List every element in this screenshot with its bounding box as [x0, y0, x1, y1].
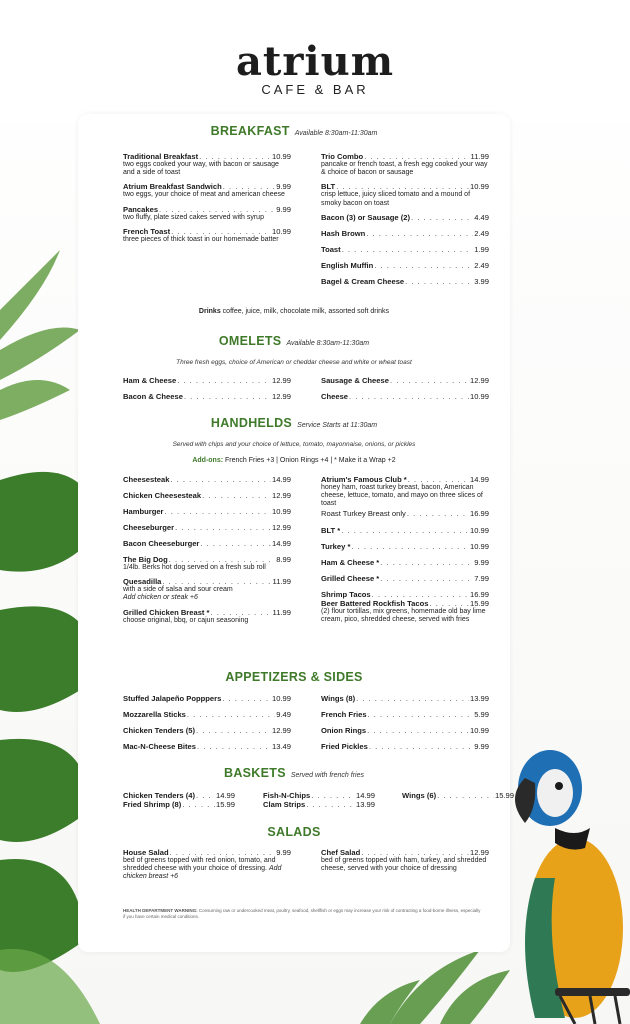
item-description: two eggs cooked your way, with bacon or sausage and a side of toast — [123, 161, 279, 177]
item-price: 12.99 — [271, 392, 291, 401]
salads-right-column — [321, 848, 489, 873]
item-price: 11.99 — [272, 607, 291, 617]
item-description: with a side of salsa and sour cream — [123, 586, 233, 594]
item-price: 9.99 — [276, 204, 291, 214]
item-name: Bacon & Cheese — [123, 392, 183, 401]
item-price: 11.99 — [272, 577, 291, 587]
menu-item — [321, 742, 489, 751]
menu-item — [321, 710, 489, 719]
item-name: Trio Combo — [321, 152, 364, 161]
handhelds-availability: Service Starts at 11:30am — [297, 422, 378, 429]
omelets-left-column — [123, 376, 291, 406]
item-name: Mac-N-Cheese Bites — [123, 742, 197, 751]
appetizers-heading: APPETIZERS & SIDES — [225, 670, 363, 684]
item-name: Atrium's Famous Club * — [321, 475, 407, 484]
item-price: 3.99 — [474, 276, 489, 286]
omelets-title — [78, 334, 510, 348]
item-name: BLT * — [321, 525, 341, 535]
item-description: honey ham, roast turkey breast, bacon, American cheese, lettuce, tomato, and mayo on three slices of toast — [321, 484, 483, 508]
breakfast-left-column — [123, 152, 291, 249]
drinks-text: coffee, juice, milk, chocolate milk, assorted soft drinks — [222, 308, 390, 315]
health-warning-label: HEALTH DEPARTMENT WARNING: — [123, 908, 198, 913]
item-name: Stuffed Jalapeño Popppers — [123, 694, 222, 703]
logo — [0, 40, 630, 97]
menu-item — [321, 726, 489, 735]
item-price: 9.99 — [276, 848, 291, 857]
menu-item — [123, 726, 291, 735]
drinks-label: Drinks — [198, 308, 221, 315]
item-description: two eggs, your choice of meat and american cheese — [123, 191, 285, 199]
item-name: Chicken Tenders (4) — [123, 791, 196, 800]
menu-item — [123, 742, 291, 751]
addons-line — [78, 457, 510, 464]
item-price: 12.99 — [469, 848, 489, 857]
handhelds-heading: HANDHELDS — [210, 416, 293, 430]
item-price: 13.49 — [271, 742, 291, 751]
item-name: House Salad — [123, 848, 169, 857]
omelets-right-column — [321, 376, 489, 406]
item-price: 10.99 — [271, 507, 291, 516]
item-price: 1.99 — [474, 244, 489, 254]
menu-item — [321, 526, 489, 535]
health-warning-text: Consuming raw or undercooked meat, poultry, seafood, shellfish or eggs may increase your risk of contracting a food-borne illness, especially if you have certain medical conditions. — [123, 908, 481, 919]
menu-item — [123, 523, 291, 532]
item-name: Beer Battered Rockfish Tacos — [321, 598, 429, 608]
item-price: 14.99 — [271, 539, 291, 548]
menu-item — [321, 542, 489, 551]
menu-item — [321, 475, 489, 518]
item-price: 2.49 — [474, 228, 489, 238]
header — [0, 0, 630, 122]
menu-item — [123, 491, 291, 500]
handhelds-title — [78, 416, 510, 430]
baskets-column-1 — [123, 791, 235, 809]
breakfast-availability: Available 8:30am-11:30am — [294, 130, 378, 137]
item-price: 4.49 — [474, 212, 489, 222]
item-addon-note: Add chicken breast +6 — [123, 865, 282, 881]
item-addon-note: Add chicken or steak +6 — [123, 594, 198, 602]
omelets-heading: OMELETS — [218, 334, 282, 348]
item-price: 10.99 — [271, 152, 291, 161]
item-price: 12.99 — [271, 376, 291, 385]
item-name: Cheese — [321, 392, 349, 401]
omelets-note: Three fresh eggs, choice of American or cheddar cheese and white or wheat toast — [176, 359, 412, 366]
menu-item — [321, 574, 489, 583]
breakfast-title — [78, 124, 510, 138]
menu-item — [321, 152, 489, 177]
baskets-title — [78, 766, 510, 780]
item-price: 14.99 — [215, 791, 235, 800]
baskets-heading: BASKETS — [224, 766, 286, 780]
menu-item — [123, 694, 291, 703]
item-name: Shrimp Tacos — [321, 589, 371, 599]
item-name: Bagel & Cream Cheese — [321, 276, 405, 286]
item-price: 14.99 — [271, 475, 291, 484]
salads-heading: SALADS — [267, 825, 321, 839]
addons-label: Add-ons: — [192, 457, 224, 464]
item-price: 14.99 — [469, 475, 489, 484]
item-description: (2) flour tortillas, mix greens, homemade old bay lime cream, pico, shredded cheese, served with fries — [321, 607, 486, 623]
item-price: 9.49 — [276, 710, 291, 719]
salads-left-column — [123, 848, 291, 882]
item-name: Pancakes — [123, 204, 159, 214]
menu-item — [321, 277, 489, 286]
item-name: Chicken Tenders (5) — [123, 726, 196, 735]
item-name: Fried Pickles — [321, 742, 368, 751]
item-name: Chef Salad — [321, 848, 361, 857]
item-name: Hash Brown — [321, 228, 366, 238]
item-description: bed of greens topped with ham, turkey, and shredded cheese, served with your choice of dressing — [321, 857, 487, 873]
menu-item — [321, 182, 489, 207]
item-name: Wings (8) — [321, 694, 356, 703]
item-name: Sausage & Cheese — [321, 376, 389, 385]
item-price: 8.99 — [276, 555, 291, 564]
omelets-availability: Available 8:30am-11:30am — [286, 340, 370, 347]
item-price: 11.99 — [470, 152, 489, 161]
item-name: Hamburger — [123, 507, 164, 516]
appetizers-title — [78, 670, 510, 684]
menu-item — [123, 608, 291, 625]
menu-item — [321, 599, 489, 624]
salads-title — [78, 825, 510, 839]
item-name: Toast — [321, 244, 341, 254]
item-name: Grilled Chicken Breast * — [123, 607, 210, 617]
item-name: English Muffin — [321, 260, 374, 270]
item-price: 9.99 — [474, 557, 489, 567]
item-price: 13.99 — [355, 800, 375, 809]
item-price: 9.99 — [474, 742, 489, 751]
item-description: 1/4lb. Berks hot dog served on a fresh sub roll — [123, 564, 266, 571]
menu-item — [321, 213, 489, 222]
menu-item — [123, 182, 291, 199]
item-name: French Fries — [321, 710, 367, 719]
item-name: Cheesesteak — [123, 475, 170, 484]
item-name: Ham & Cheese * — [321, 557, 380, 567]
item-subname: Roast Turkey Breast only — [321, 508, 406, 518]
menu-item — [321, 558, 489, 567]
handhelds-right-column — [321, 475, 489, 629]
item-name: Bacon Cheeseburger — [123, 539, 200, 548]
item-price: 12.99 — [271, 491, 291, 500]
item-price: 10.99 — [469, 392, 489, 401]
item-price: 15.99 — [469, 598, 489, 608]
menu-item — [321, 694, 489, 703]
health-warning — [123, 908, 483, 920]
item-description: pancake or french toast, a fresh egg cooked your way & choice of bacon or sausage — [321, 161, 488, 177]
menu-item — [321, 590, 489, 599]
breakfast-right-column — [321, 152, 489, 291]
item-price: 10.99 — [469, 525, 489, 535]
menu-item — [123, 227, 291, 244]
item-name: Bacon (3) or Sausage (2) — [321, 212, 411, 222]
item-name: Chicken Cheesesteak — [123, 491, 202, 500]
item-name: Ham & Cheese — [123, 376, 177, 385]
menu-item — [123, 475, 291, 484]
item-description: two fluffy, plate sized cakes served with syrup — [123, 213, 264, 221]
menu-item — [123, 577, 291, 602]
menu-item — [321, 376, 489, 385]
menu-item — [123, 539, 291, 548]
item-price: 12.99 — [271, 523, 291, 532]
item-description: three pieces of thick toast in our homemade batter — [123, 235, 279, 243]
item-name: Traditional Breakfast — [123, 152, 199, 161]
menu-item — [321, 245, 489, 254]
item-price: 9.99 — [276, 182, 291, 192]
menu-item — [123, 152, 291, 177]
item-name: The Big Dog — [123, 555, 168, 564]
item-name: Quesadilla — [123, 577, 162, 587]
menu-item — [321, 261, 489, 270]
menu-item — [123, 555, 291, 572]
item-name: Cheeseburger — [123, 523, 175, 532]
item-description: choose original, bbq, or cajun seasoning — [123, 616, 249, 624]
item-price: 12.99 — [469, 376, 489, 385]
breakfast-heading: BREAKFAST — [210, 124, 290, 138]
item-name: Fried Shrimp (8) — [123, 800, 182, 809]
item-name: Onion Rings — [321, 726, 367, 735]
appetizers-left-column — [123, 694, 291, 756]
appetizers-right-column — [321, 694, 489, 756]
menu-card — [78, 114, 514, 952]
menu-item — [123, 507, 291, 516]
menu-item — [321, 392, 489, 401]
item-price: 7.99 — [474, 573, 489, 583]
menu-item — [321, 229, 489, 238]
item-price: 14.99 — [355, 791, 375, 800]
item-price: 2.49 — [474, 260, 489, 270]
item-price: 10.99 — [469, 726, 489, 735]
item-price: 5.99 — [474, 710, 489, 719]
item-name: Atrium Breakfast Sandwich — [123, 182, 222, 192]
item-description: bed of greens topped with red onion, tomato, and shredded cheese with your choice of dressing. — [123, 857, 276, 873]
item-name: Clam Strips — [263, 800, 306, 809]
item-price: 10.99 — [469, 541, 489, 551]
item-price: 15.99 — [494, 791, 514, 800]
item-price: 10.99 — [271, 694, 291, 703]
item-name: French Toast — [123, 226, 171, 236]
parrot-illustration — [495, 738, 630, 1024]
item-name: BLT — [321, 182, 336, 192]
menu-item — [123, 710, 291, 719]
handhelds-note: Served with chips and your choice of lettuce, tomato, mayonnaise, onions, or pickles — [172, 441, 416, 448]
item-name: Mozzarella Sticks — [123, 710, 186, 719]
item-name: Fish-N-Chips — [263, 791, 311, 800]
handhelds-left-column — [123, 475, 291, 630]
item-description: crisp lettuce, juicy sliced tomato and a mound of smoky bacon on toast — [321, 191, 471, 207]
item-name: Wings (6) — [402, 791, 437, 800]
bottom-leaves-decoration — [360, 940, 510, 1024]
logo-subtitle: CAFE & BAR — [261, 82, 369, 97]
logo-wordmark: atrium — [235, 38, 395, 85]
baskets-column-2 — [263, 791, 375, 809]
baskets-note: Served with french fries — [290, 772, 364, 779]
item-price: 13.99 — [469, 694, 489, 703]
item-name: Grilled Cheese * — [321, 573, 380, 583]
item-name: Turkey * — [321, 541, 351, 551]
item-price: 12.99 — [271, 726, 291, 735]
item-subprice: 16.99 — [469, 508, 489, 518]
menu-item — [123, 205, 291, 222]
menu-item — [123, 376, 291, 385]
item-price: 16.99 — [469, 589, 489, 599]
item-price: 10.99 — [271, 226, 291, 236]
drinks-line — [78, 308, 510, 315]
menu-item — [123, 392, 291, 401]
addons-text: French Fries +3 | Onion Rings +4 | * Make it a Wrap +2 — [225, 457, 396, 464]
item-price: 15.99 — [215, 800, 235, 809]
item-price: 10.99 — [469, 182, 489, 192]
